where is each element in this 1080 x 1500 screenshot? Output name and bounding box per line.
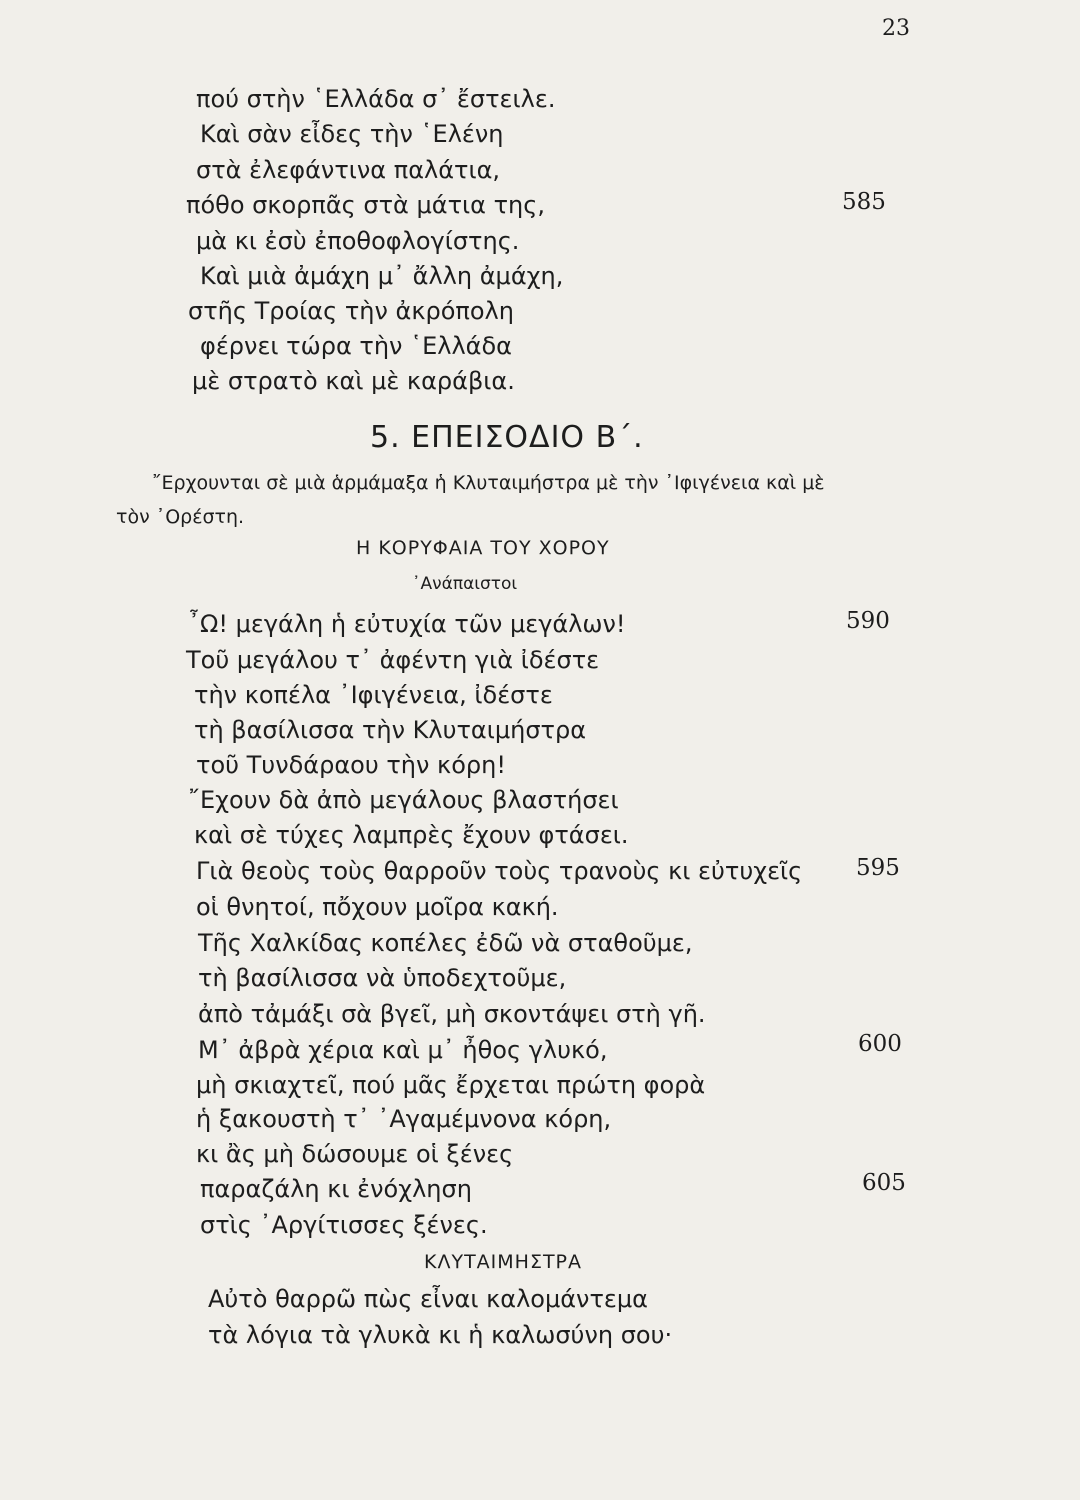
line-number: 600 xyxy=(858,1031,902,1057)
verse-line: μὲ στρατὸ καὶ μὲ καράβια. xyxy=(192,367,515,395)
verse-line: τὴ βασίλισσα νὰ ὑποδεχτοῦμε, xyxy=(198,964,567,992)
verse-line: μὰ κι ἐσὺ ἐποθοφλογίστης. xyxy=(196,227,520,255)
verse-line: ἡ ξακουστὴ τ᾽ ᾿Αγαμέμνονα κόρη, xyxy=(196,1105,612,1133)
line-number: 585 xyxy=(842,189,886,215)
verse-line: ἀπὸ τἀμάξι σὰ βγεῖ, μὴ σκοντάψει στὴ γῆ. xyxy=(198,1000,706,1028)
line-number: 605 xyxy=(862,1170,906,1196)
line-number: 590 xyxy=(846,608,890,634)
verse-line: στὰ ἐλεφάντινα παλάτια, xyxy=(196,156,501,184)
verse-line: Τῆς Χαλκίδας κοπέλες ἐδῶ νὰ σταθοῦμε, xyxy=(198,929,693,957)
verse-line: παραζάλη κι ἐνόχληση xyxy=(200,1175,472,1203)
verse-line: οἱ θνητοί, πὄχουν μοῖρα κακή. xyxy=(196,893,559,921)
page-number: 23 xyxy=(882,16,910,41)
stage-direction: ῎Ερχουνται σὲ μιὰ ἁρμάμαξα ἡ Κλυταιμήστρα μὲ τὴν ᾿Ιφιγένεια καὶ μὲ xyxy=(152,472,825,494)
meter-label: ᾿Ανάπαιστοι xyxy=(412,574,518,594)
verse-line: Αὐτὸ θαρρῶ πὼς εἶναι καλομάντεμα xyxy=(208,1285,648,1313)
verse-line: τὴ βασίλισσα τὴν Κλυταιμήστρα xyxy=(194,716,587,744)
verse-line: Μ᾽ ἀβρὰ χέρια καὶ μ᾽ ἦθος γλυκό, xyxy=(198,1036,608,1064)
verse-line: τὴν κοπέλα ᾿Ιφιγένεια, ἰδέστε xyxy=(194,681,553,709)
episode-heading: 5. ΕΠΕΙΣΟΔΙΟ Β΄. xyxy=(370,420,644,455)
verse-line: φέρνει τώρα τὴν ῾Ελλάδα xyxy=(200,332,512,360)
verse-line: κι ἂς μὴ δώσουμε οἱ ξένες xyxy=(196,1140,514,1168)
verse-line: ῏Ω! μεγάλη ἡ εὐτυχία τῶν μεγάλων! xyxy=(188,610,626,638)
verse-line: στὶς ᾿Αργίτισσες ξένες. xyxy=(200,1211,488,1239)
speaker-label: ΚΛΥΤΑΙΜΗΣΤΡΑ xyxy=(424,1251,583,1273)
verse-line: πού στὴν ῾Ελλάδα σ᾽ ἔστειλε. xyxy=(196,85,556,113)
stage-direction-cont: τὸν ᾿Ορέστη. xyxy=(116,506,245,528)
verse-line: Τοῦ μεγάλου τ᾽ ἀφέντη γιὰ ἰδέστε xyxy=(186,646,600,674)
verse-line: τὰ λόγια τὰ γλυκὰ κι ἡ καλωσύνη σου· xyxy=(208,1321,673,1349)
verse-line: Γιὰ θεοὺς τοὺς θαρροῦν τοὺς τρανοὺς κι εὐτυχεῖς xyxy=(196,857,803,885)
verse-line: πόθο σκορπᾶς στὰ μάτια της, xyxy=(186,191,545,219)
verse-line: στῆς Τροίας τὴν ἀκρόπολη xyxy=(188,297,514,325)
verse-line: καὶ σὲ τύχες λαμπρὲς ἔχουν φτάσει. xyxy=(194,821,629,849)
verse-line: τοῦ Τυνδάραου τὴν κόρη! xyxy=(196,751,506,779)
verse-line: Καὶ σὰν εἶδες τὴν ῾Ελένη xyxy=(200,120,504,148)
verse-line: ῎Εχουν δὰ ἀπὸ μεγάλους βλαστήσει xyxy=(188,786,619,814)
speaker-label: Η ΚΟΡΥΦΑΙΑ ΤΟΥ ΧΟΡΟΥ xyxy=(356,537,610,559)
verse-line: Καὶ μιὰ ἀμάχη μ᾽ ἄλλη ἀμάχη, xyxy=(200,262,564,290)
line-number: 595 xyxy=(856,855,900,881)
verse-line: μὴ σκιαχτεῖ, πού μᾶς ἔρχεται πρώτη φορὰ xyxy=(196,1071,706,1099)
